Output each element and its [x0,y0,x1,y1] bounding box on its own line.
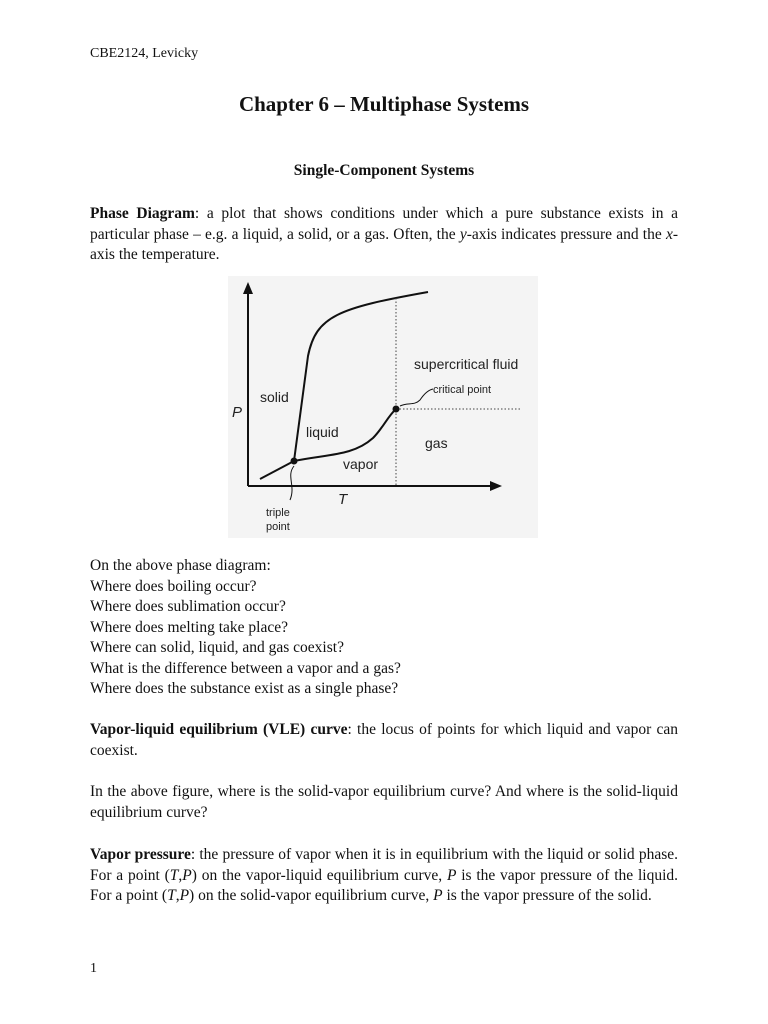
question-item: Where does melting take place? [90,618,288,636]
phase-diagram-figure [228,276,538,538]
vapor-pressure-definition [90,845,678,907]
phase-diagram-definition [90,204,678,266]
section-title: Single-Component Systems [293,162,475,179]
triple-point-label-line1: triple [266,507,290,519]
critical-point-marker [393,406,400,413]
question-item: Where does sublimation occur? [90,598,286,615]
supercritical-region-label: supercritical fluid [414,356,519,372]
t-italic: T [167,887,176,904]
triple-point-label-line2: point [266,521,290,533]
question-item: What is the difference between a vapor and a gas? [90,659,401,677]
gas-region-label: gas [425,435,448,451]
comma: , [178,866,183,884]
temperature-axis-label: T [338,491,348,508]
figure-background [228,276,538,538]
t-italic: T [169,866,179,884]
p-italic: P [179,887,190,904]
y-axis-italic: y [459,225,467,243]
vapor-pressure-term: Vapor pressure [90,846,191,863]
definition-text: : the pressure of vapor when it is in equilibrium with the liquid or solid phase. For a point ( [90,846,678,884]
vapor-region-label: vapor [343,456,379,472]
p-italic: P [182,866,192,884]
x-axis-italic: x [665,225,673,243]
definition-text: -axis indicates pressure and the [466,225,666,243]
definition-text: ) on the solid-vapor equilibrium curve, [189,887,434,904]
question-item: Where does the substance exist as a single phase? [90,680,399,697]
question-item: Where can solid, liquid, and gas coexist? [90,639,344,656]
question-list [90,556,401,700]
definition-text: : a plot that shows conditions under which a pure substance exists in a particular phase – e.g. a liquid, a solid, or a gas. Often, the [90,205,678,243]
pressure-axis-label: P [232,404,243,421]
definition-text: : the locus of points for which liquid and vapor can coexist. [90,721,679,759]
figure-question: In the above figure, where is the solid-vapor equilibrium curve? And where is the solid-liquid equilibrium curve? [90,783,678,821]
definition-text: is the vapor pressure of the solid. [442,887,652,904]
questions-intro: On the above phase diagram: [90,557,271,574]
question-item: Where does boiling occur? [90,577,257,595]
chapter-title: Chapter 6 – Multiphase Systems [238,92,530,116]
solid-region-label: solid [260,389,289,405]
course-header: CBE2124, Levicky [90,46,199,61]
vle-definition [90,720,678,761]
definition-text: -axis the temperature. [90,225,679,263]
liquid-region-label: liquid [306,424,339,440]
phase-diagram-term: Phase Diagram [90,205,195,222]
critical-point-label: critical point [433,384,492,396]
triple-point-marker [291,458,298,465]
definition-text: ) on the vapor-liquid equilibrium curve, [191,866,447,884]
vle-term: Vapor-liquid equilibrium (VLE) curve [90,721,348,738]
page-number: 1 [90,961,97,976]
p-italic: P [433,887,443,904]
comma: , [175,887,180,904]
definition-text: is the vapor pressure of the liquid. For a point ( [90,866,679,904]
p-italic: P [446,866,457,884]
